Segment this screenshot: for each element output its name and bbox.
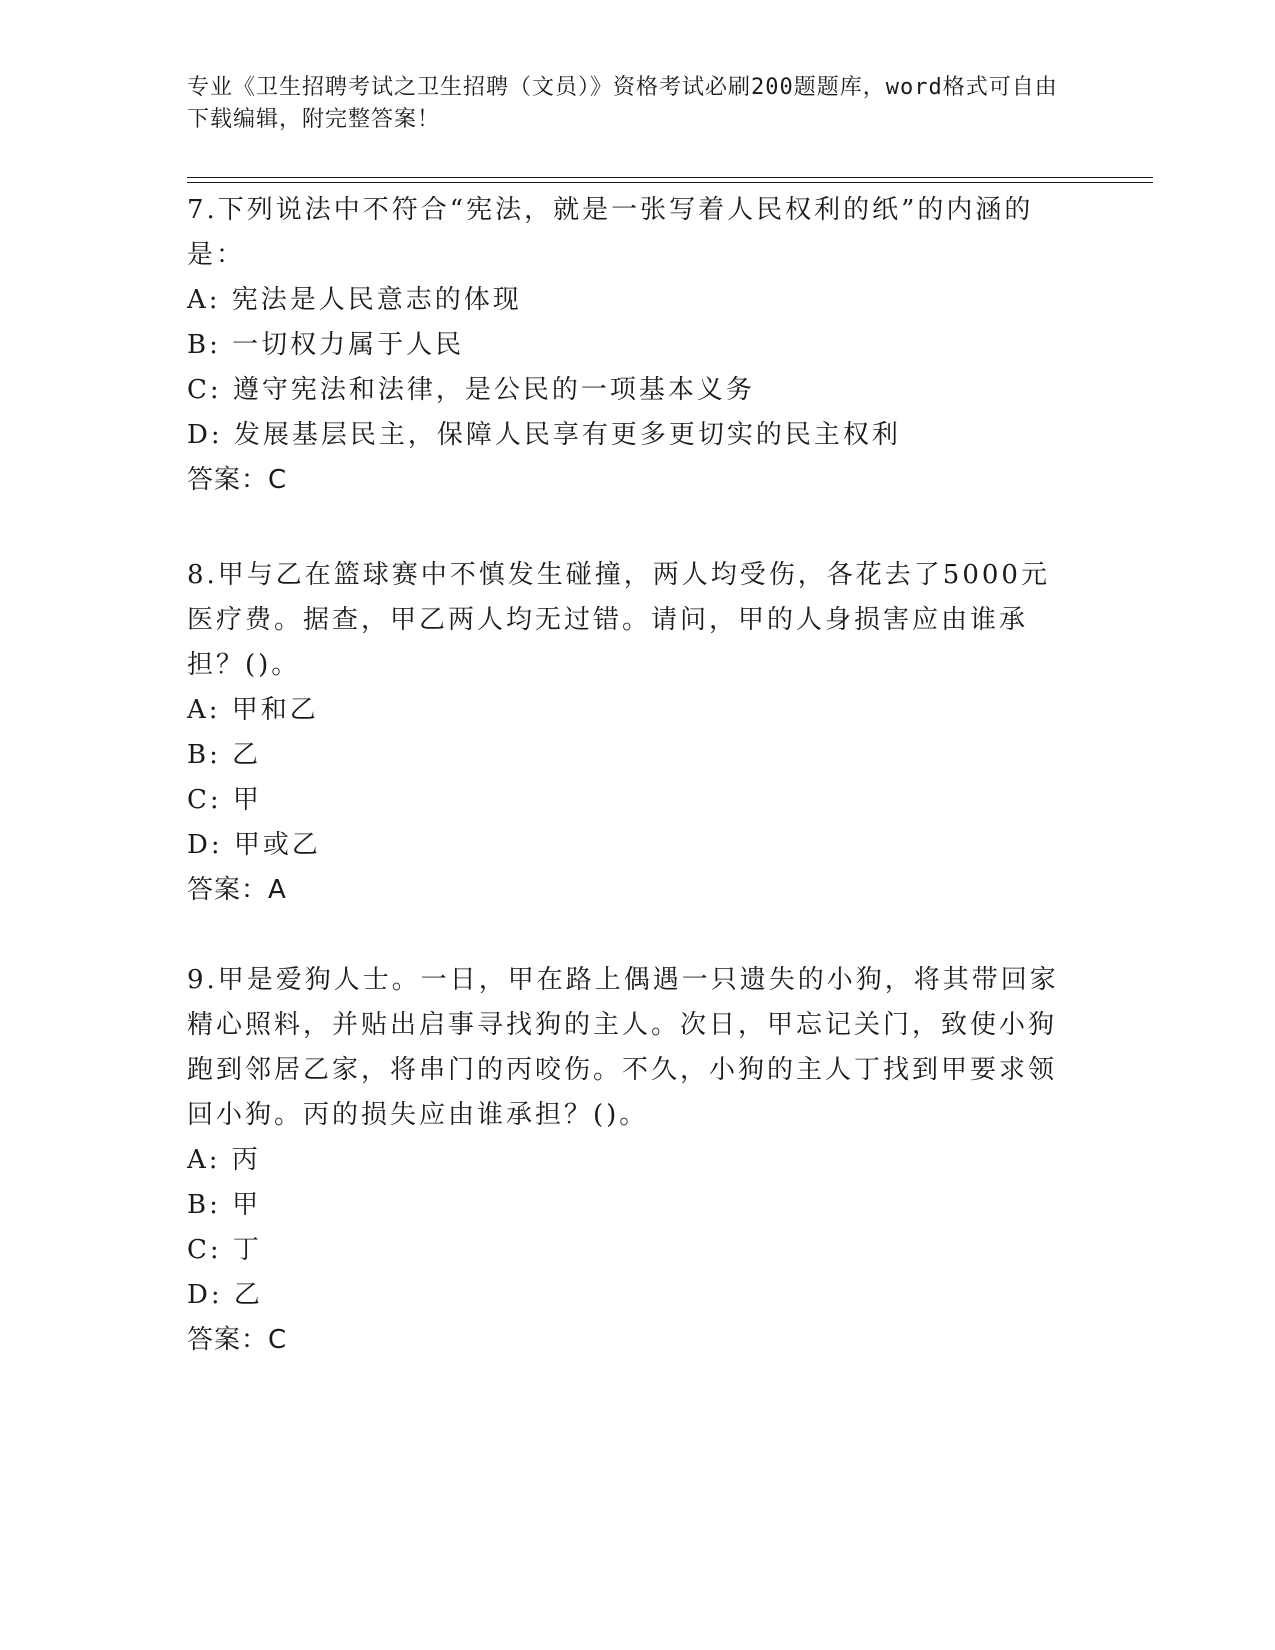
answer: 答案：A <box>187 875 287 905</box>
option-a: A: 丙 <box>187 1145 261 1175</box>
header-divider-top <box>187 177 1153 178</box>
option-a: A: 甲和乙 <box>187 695 319 725</box>
option-d: D: 乙 <box>187 1280 263 1310</box>
question-stem: 9.甲是爱狗人士。一日，甲在路上偶遇一只遗失的小狗，将其带回家精心照料，并贴出启事寻找狗的主人。次日，甲忘记关门，致使小狗跑到邻居乙家，将串门的丙咬伤。不久，小狗的主人丁找到甲要求领回小狗。丙的损失应由谁承担？()。 <box>187 965 1059 1130</box>
answer: 答案：C <box>187 1325 288 1355</box>
option-c: C: 甲 <box>187 785 262 815</box>
option-b: B: 一切权力属于人民 <box>187 330 465 360</box>
option-d: D: 甲或乙 <box>187 830 321 860</box>
option-c: C: 遵守宪法和法律，是公民的一项基本义务 <box>187 375 755 405</box>
question-stem: 8.甲与乙在篮球赛中不慎发生碰撞，两人均受伤，各花去了5000元医疗费。据查，甲乙两人均无过错。请问，甲的人身损害应由谁承担？()。 <box>187 560 1050 680</box>
question-9 <box>187 958 1067 1363</box>
document-header: 专业《卫生招聘考试之卫生招聘（文员）》资格考试必刷200题题库，word格式可自由下载编辑，附完整答案！ <box>187 75 1058 132</box>
question-stem: 7.下列说法中不符合“宪法，就是一张写着人民权利的纸”的内涵的是： <box>187 195 1034 270</box>
option-d: D: 发展基层民主，保障人民享有更多更切实的民主权利 <box>187 420 901 450</box>
header-divider-bottom <box>187 182 1153 183</box>
option-b: B: 甲 <box>187 1190 262 1220</box>
option-b: B: 乙 <box>187 740 262 770</box>
question-8 <box>187 553 1067 913</box>
question-7 <box>187 188 1067 503</box>
option-a: A: 宪法是人民意志的体现 <box>187 285 522 315</box>
option-c: C: 丁 <box>187 1235 262 1265</box>
answer: 答案：C <box>187 465 288 495</box>
